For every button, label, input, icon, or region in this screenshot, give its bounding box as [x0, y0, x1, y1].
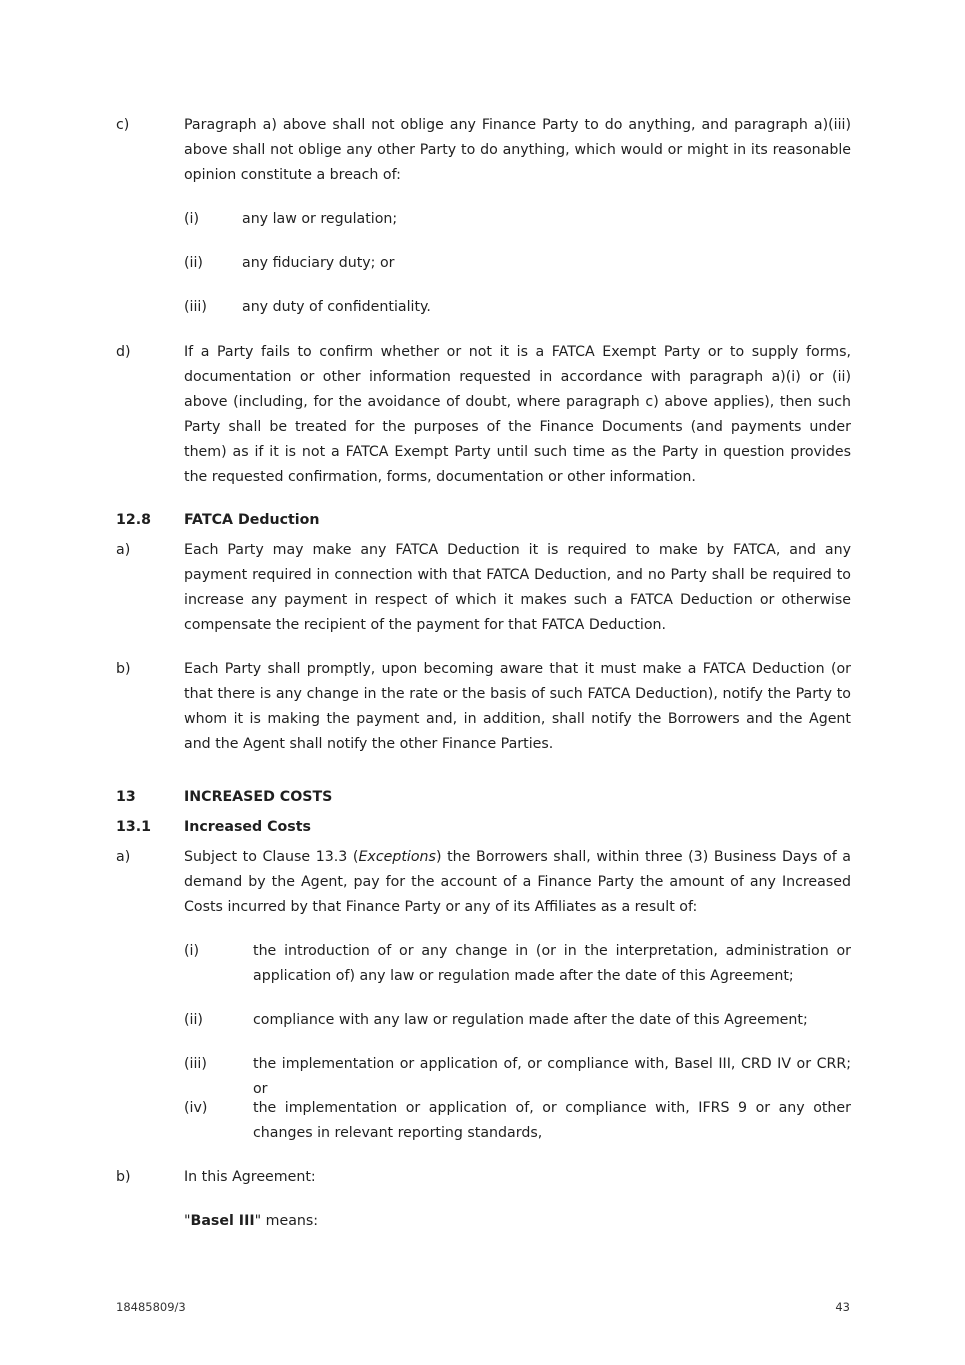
list-item — [184, 1096, 851, 1146]
list-item-label: (i) — [184, 211, 200, 227]
list-item — [184, 207, 851, 232]
paragraph-label: b) — [116, 661, 131, 677]
paragraph-13-1-b — [116, 1165, 851, 1190]
list-item — [184, 295, 851, 320]
text-run: " — [184, 1213, 191, 1229]
list-item-text: the implementation or application of, or compliance with, Basel III, CRD IV or CRR; or — [253, 1056, 851, 1097]
list-item — [184, 939, 851, 989]
paragraph-label: d) — [116, 344, 131, 360]
list-item-label: (ii) — [184, 255, 203, 271]
list-item-text: any law or regulation; — [242, 211, 398, 227]
section-title: Increased Costs — [184, 819, 311, 835]
text-run: Subject to Clause 13.3 ( — [184, 849, 359, 865]
text-run: ) the Borrowers shall, within three (3) Business Days of a demand by the Agent, pay for the account of a Finance Party the amount of any Increased Costs incurred by that Finance Party or any of its Affiliates as a result of: — [184, 849, 851, 915]
list-item-text: the introduction of or any change in (or in the interpretation, administration or application of) any law or regulation made after the date of this Agreement; — [253, 943, 851, 984]
paragraph-text: Paragraph a) above shall not oblige any Finance Party to do anything, and paragraph a)(iii) above shall not oblige any other Party to do anything, which would or might in its reasonable opinion constitute a breach of: — [184, 117, 851, 183]
document-reference: 18485809/3 — [116, 1300, 186, 1314]
paragraph-label: a) — [116, 849, 131, 865]
paragraph-text — [184, 845, 851, 920]
section-heading-13-1 — [116, 815, 311, 840]
list-item — [184, 1008, 851, 1033]
section-number: 13.1 — [116, 819, 152, 835]
definition-basel-iii — [116, 1209, 851, 1234]
list-item-label: (ii) — [184, 1012, 203, 1028]
section-title: INCREASED COSTS — [184, 789, 333, 805]
list-item-label: (iv) — [184, 1100, 208, 1116]
paragraph-label: a) — [116, 542, 131, 558]
list-item — [184, 251, 851, 276]
list-item-text: any fiduciary duty; or — [242, 255, 395, 271]
paragraph-text: In this Agreement: — [184, 1169, 316, 1185]
list-item — [184, 1052, 851, 1102]
paragraph-d — [116, 340, 851, 490]
list-item-text: the implementation or application of, or compliance with, IFRS 9 or any other changes in relevant reporting standards, — [253, 1100, 851, 1141]
paragraph-label: b) — [116, 1169, 131, 1185]
section-number: 13 — [116, 789, 136, 805]
section-title: FATCA Deduction — [184, 512, 320, 528]
paragraph-c — [116, 113, 851, 188]
paragraph-13-1-a — [116, 845, 851, 920]
paragraph-text: Each Party shall promptly, upon becoming aware that it must make a FATCA Deduction (or that there is any change in the rate or the basis of such FATCA Deduction), notify the Party to whom it is making the payment and, in addition, shall notify the Borrowers and the Agent and the Agent shall notify the other Finance Parties. — [184, 661, 851, 752]
definition-text — [184, 1209, 851, 1234]
clause-reference-italic: Exceptions — [358, 849, 436, 865]
list-item-label: (iii) — [184, 299, 207, 315]
section-heading-13 — [116, 785, 333, 810]
list-item-label: (iii) — [184, 1056, 207, 1072]
paragraph-label: c) — [116, 117, 130, 133]
section-number: 12.8 — [116, 512, 152, 528]
list-item-text: compliance with any law or regulation made after the date of this Agreement; — [253, 1012, 808, 1028]
defined-term: Basel III — [190, 1213, 255, 1229]
paragraph-text: Each Party may make any FATCA Deduction it is required to make by FATCA, and any payment required in connection with that FATCA Deduction, and no Party shall be required to increase any payment in respect of which it makes such a FATCA Deduction or otherwise compensate the recipient of the payment for that FATCA Deduction. — [184, 542, 851, 633]
list-item-label: (i) — [184, 943, 200, 959]
page-number: 43 — [835, 1300, 850, 1314]
section-heading-12-8 — [116, 508, 320, 533]
paragraph-12-8-a — [116, 538, 851, 638]
paragraph-12-8-b — [116, 657, 851, 757]
paragraph-text: If a Party fails to confirm whether or not it is a FATCA Exempt Party or to supply forms, documentation or other information requested in accordance with paragraph a)(i) or (ii) above (including, for the avoidance of doubt, where paragraph c) above applies), then such Party shall be treated for the purposes of the Finance Documents (and payments under them) as if it is not a FATCA Exempt Party until such time as the Party in question provides the requested confirmation, forms, documentation or other information. — [184, 344, 851, 485]
list-item-text: any duty of confidentiality. — [242, 299, 431, 315]
text-run: " means: — [254, 1213, 319, 1229]
